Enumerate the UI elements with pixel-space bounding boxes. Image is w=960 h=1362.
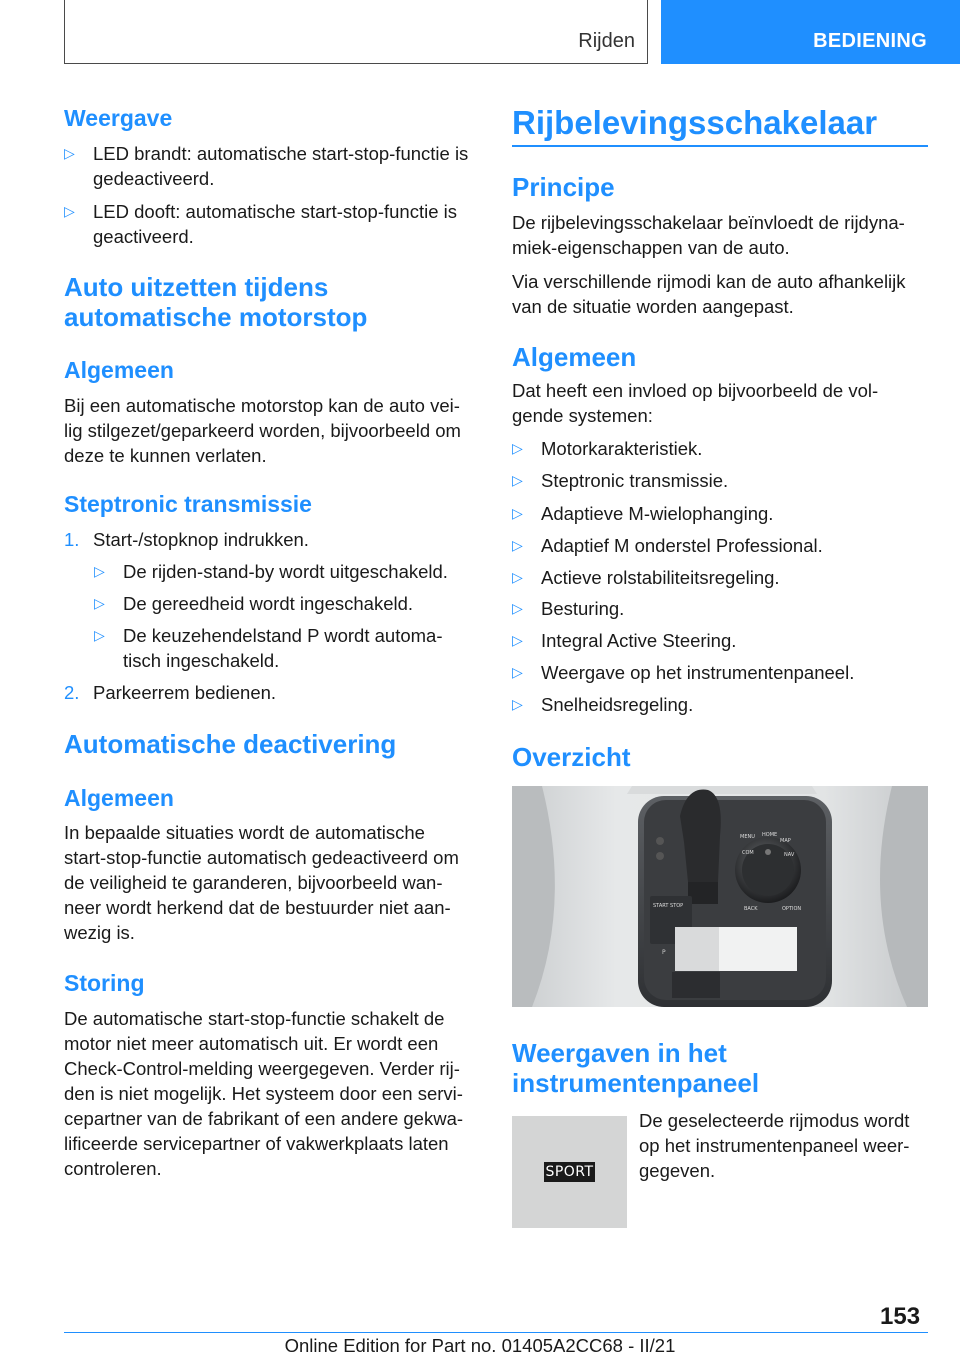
gear-p-label: P — [662, 949, 666, 956]
start-stop-label: START STOP — [653, 903, 684, 909]
bullet-triangle-icon: ▷ — [512, 537, 523, 553]
storing-heading: Storing — [64, 970, 145, 996]
back-label: BACK — [744, 906, 758, 912]
paragraph: Dat heeft een invloed op bijvoorbeeld de vol- gende systemen: — [512, 380, 879, 426]
bullet-triangle-icon: ▷ — [94, 563, 105, 579]
algemeen-heading: Algemeen — [512, 342, 637, 372]
paragraph: De geselecteerde rijmodus wordt op het instrumentenpaneel weer- gegeven. — [639, 1110, 910, 1181]
paragraph: De automatische start-stop-functie schakelt de motor niet meer automatisch uit. Er wordt een Check-Control-melding weergegeven. Verder rij- den is niet mogelijk. Het systeem door een servi- cepartner van de fabrikant of een andere gekwa- lificeerde servicepartner of vakwerkplaats laten controleren. — [64, 1008, 464, 1179]
step-number: 1. — [64, 529, 80, 550]
menu-label: MENU — [740, 834, 755, 840]
bullet-triangle-icon: ▷ — [512, 632, 523, 648]
weergave-heading: Weergave — [64, 105, 173, 131]
map-label: MAP — [780, 838, 791, 844]
com-label: COM — [742, 850, 754, 856]
overzicht-heading: Overzicht — [512, 742, 631, 772]
bullet-triangle-icon: ▷ — [512, 696, 523, 712]
bullet-triangle-icon: ▷ — [512, 600, 523, 616]
center-console-photo — [512, 786, 928, 1007]
algemeen-heading: Algemeen — [64, 785, 174, 811]
auto-uitzetten-heading: Auto uitzetten tijdens automatische motorstop — [64, 272, 368, 332]
footer-divider — [64, 1332, 864, 1333]
header-chapter-tab — [661, 0, 960, 64]
instrument-display-illustration — [512, 1116, 627, 1228]
bullet-triangle-icon: ▷ — [64, 203, 75, 219]
step-number: 2. — [64, 682, 80, 703]
page-number: 153 — [880, 1303, 921, 1330]
header-section-tab — [64, 0, 648, 64]
heading-divider — [512, 145, 928, 147]
paragraph: De rijbelevingsschakelaar beïnvloedt de rijdyna- miek-eigenschappen van de auto. Via verschillende rijmodi kan de auto afhankelijk van de situatie worden aangepast. — [512, 212, 906, 317]
bullet-triangle-icon: ▷ — [94, 627, 105, 643]
header-section-label: Rijden — [578, 30, 635, 52]
principe-heading: Principe — [512, 172, 615, 202]
bullet-triangle-icon: ▷ — [512, 664, 523, 680]
header-chapter-label: BEDIENING — [813, 30, 927, 52]
bullet-triangle-icon: ▷ — [512, 505, 523, 521]
steptronic-heading: Steptronic transmissie — [64, 491, 312, 517]
automatische-deactivering-heading: Automatische deactivering — [64, 729, 397, 759]
paragraph: Bij een automatische motorstop kan de auto vei- lig stilgezet/geparkeerd worden, bijvoorbeeld om deze te kunnen verlaten. — [64, 395, 461, 466]
weergaven-heading: Weergaven in het instrumentenpaneel — [512, 1038, 760, 1098]
nav-label: NAV — [784, 852, 795, 858]
footer-edition: Online Edition for Part no. 01405A2CC68 - II/21 — [284, 1335, 676, 1356]
home-label: HOME — [762, 832, 778, 838]
paragraph: In bepaalde situaties wordt de automatische start-stop-functie automatisch gedeactiveerd om de veiligheid te garanderen, bijvoorbeeld wan- neer wordt herkend dat de bestuurder niet aan- wezig is. — [64, 822, 459, 943]
footer-divider — [864, 1332, 928, 1333]
algemeen-heading: Algemeen — [64, 357, 174, 383]
bullet-triangle-icon: ▷ — [64, 145, 75, 161]
bullet-triangle-icon: ▷ — [512, 472, 523, 488]
bullet-triangle-icon: ▷ — [94, 595, 105, 611]
sport-mode-badge: SPORT — [545, 1164, 594, 1180]
center-console-illustration — [512, 786, 928, 1007]
bullet-triangle-icon: ▷ — [512, 569, 523, 585]
option-label: OPTION — [782, 906, 802, 912]
main-section-heading: Rijbelevingsschakelaar — [512, 104, 878, 141]
bullet-triangle-icon: ▷ — [512, 440, 523, 456]
